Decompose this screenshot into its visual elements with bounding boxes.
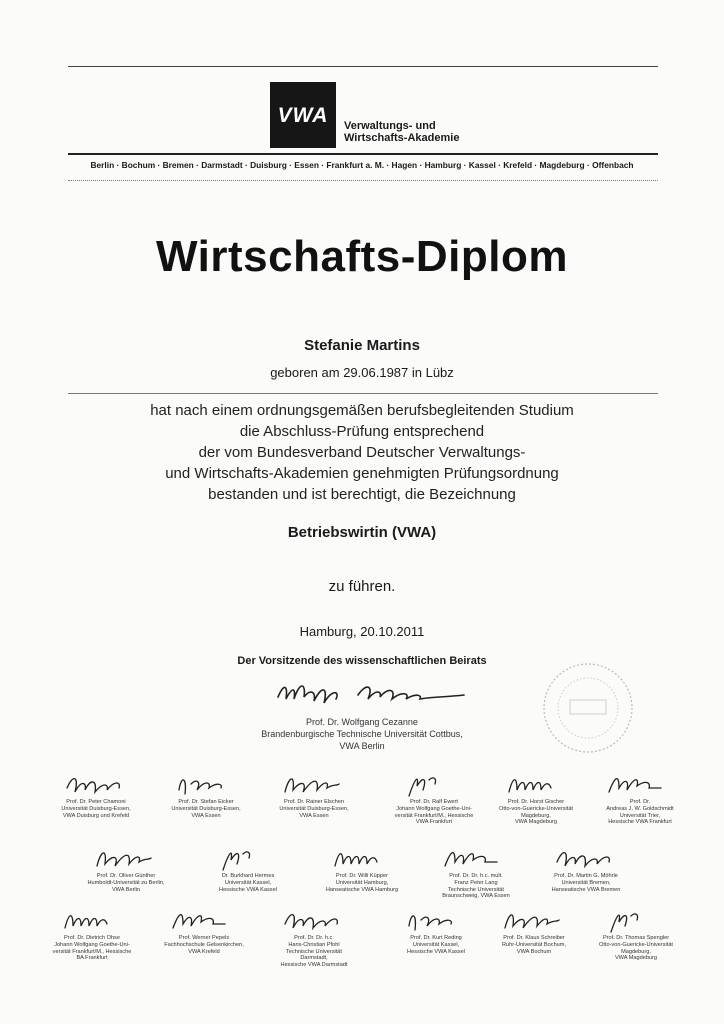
board-member: [480, 770, 592, 826]
member-signature: [551, 844, 621, 872]
member-affiliation: Hessische VWA Kassel: [219, 886, 277, 893]
member-name: Prof. Dr. Peter Chamoni: [66, 799, 126, 805]
member-info: [70, 873, 182, 893]
member-affiliation: Universität Kassel,: [412, 941, 460, 948]
member-affiliation: Hanseatische VWA Bremen: [551, 886, 621, 893]
board-member: [420, 844, 532, 900]
organization-name-line2: Wirtschafts-Akademie: [344, 132, 460, 144]
member-signature: [401, 906, 471, 934]
member-affiliation: versität Frankfurt/M., Hessische: [394, 812, 474, 819]
member-info: [258, 799, 370, 819]
member-affiliation: Technische Universität: [448, 886, 504, 893]
member-affiliation: VWA Krefeld: [188, 948, 220, 955]
member-affiliation: VWA Essen: [191, 812, 221, 819]
member-affiliation: Universität Duisburg-Essen,: [279, 805, 349, 812]
member-affiliation: VWA Magdeburg: [514, 819, 558, 826]
member-signature: [91, 844, 161, 872]
board-member: [580, 906, 692, 962]
member-signature: [601, 906, 671, 934]
member-name: Prof. Dr. Horst Gischer: [507, 799, 565, 805]
board-member: [306, 844, 418, 893]
board-member: [478, 906, 590, 955]
member-signature: [171, 770, 241, 798]
member-affiliation: Otto-von-Guericke-Universität: [499, 805, 573, 812]
member-affiliation: Universität Duisburg-Essen,: [61, 805, 131, 812]
member-info: [478, 935, 590, 955]
member-affiliation: versität Frankfurt/M., Hessische: [52, 948, 132, 955]
member-affiliation: Otto-von-Guericke-Universität: [599, 941, 673, 948]
member-affiliation: Andreas J. W. Goldschmidt: [606, 805, 674, 812]
member-affiliation: Universität Kassel,: [224, 879, 272, 886]
member-signature: [213, 844, 283, 872]
member-affiliation: Johann Wolfgang Goethe-Uni-: [396, 805, 472, 812]
official-seal: [540, 660, 636, 756]
board-member: [192, 844, 304, 893]
member-info: [378, 799, 490, 826]
body-text: [0, 400, 724, 505]
member-affiliation: VWA Essen: [299, 812, 329, 819]
chair-affiliation: Brandenburgische Technische Universität Cottbus,: [261, 729, 463, 739]
member-affiliation: Magdeburg,: [621, 948, 651, 955]
member-info: [580, 935, 692, 962]
member-affiliation: VWA Frankfurt: [415, 819, 453, 826]
member-affiliation: Hessische VWA Darmstadt: [280, 962, 348, 969]
member-signature: [169, 906, 239, 934]
member-name: Prof. Dr. Dr. h.c. mult.: [449, 873, 503, 879]
member-name: Prof. Dr.: [629, 799, 651, 805]
member-affiliation: Johann Wolfgang Goethe-Uni-: [54, 941, 130, 948]
member-affiliation: Fachhochschule Gelsenkirchen,: [164, 941, 244, 948]
member-name: Prof. Dr. Martin G. Möhrle: [554, 873, 618, 879]
member-name: Dr. Burkhard Hermes: [221, 873, 275, 879]
member-affiliation: Hans-Christian Pfohl: [288, 941, 340, 948]
board-member: [584, 770, 696, 826]
member-name: Prof. Dr. Thomas Spengler: [602, 935, 670, 941]
member-affiliation: Universität Bremen,: [561, 879, 611, 886]
chair-affiliation: VWA Berlin: [339, 741, 385, 751]
member-info: [150, 799, 262, 819]
member-affiliation: BA Frankfurt: [76, 955, 108, 962]
member-name: Prof. Dr. Dr. h.c.: [294, 935, 334, 941]
member-name: Prof. Dr. Kurt Reding: [410, 935, 462, 941]
member-name: Prof. Dr. Dietrich Ohse: [64, 935, 120, 941]
name-rule: [68, 393, 658, 394]
board-member: [530, 844, 642, 893]
board-member: [378, 770, 490, 826]
body-line: der vom Bundesverband Deutscher Verwaltungs-: [198, 444, 526, 461]
member-name: Prof. Dr. Willi Küpper: [336, 873, 388, 879]
member-affiliation: VWA Bochum: [516, 948, 552, 955]
member-affiliation: Braunschweig, VWA Essen: [442, 893, 510, 900]
chair-name: Prof. Dr. Wolfgang Cezanne: [306, 717, 418, 727]
member-affiliation: Magdeburg,: [521, 812, 551, 819]
city-rule: [68, 180, 658, 181]
member-affiliation: Humboldt-Universität zu Berlin,: [87, 879, 165, 886]
member-signature: [399, 770, 469, 798]
member-affiliation: Universität Hamburg,: [335, 879, 389, 886]
member-name: Prof. Dr. Klaus Schreiber: [503, 935, 565, 941]
board-member: [40, 770, 152, 819]
member-info: [192, 873, 304, 893]
organization-name-line1: Verwaltungs- und: [344, 120, 436, 132]
member-signature: [501, 770, 571, 798]
top-rule: [68, 66, 658, 67]
member-affiliation: VWA Magdeburg: [614, 955, 658, 962]
birth-line: geboren am 29.06.1987 in Lübz: [270, 365, 454, 380]
member-signature: [499, 906, 569, 934]
member-signature: [61, 770, 131, 798]
city-list: Berlin · Bochum · Bremen · Darmstadt · Duisburg · Essen · Frankfurt a. M. · Hagen · Hamburg · Kassel · Krefeld · Magdeburg · Offenbach: [90, 160, 634, 170]
body-line: die Abschluss-Prüfung entsprechend: [239, 423, 485, 440]
organization-name: [344, 120, 504, 144]
member-name: Prof. Dr. Stefan Eicker: [178, 799, 234, 805]
member-info: [480, 799, 592, 826]
board-member: [36, 906, 148, 962]
board-member: [148, 906, 260, 955]
board-member: [380, 906, 492, 955]
closing-text: zu führen.: [328, 578, 396, 595]
board-member: [70, 844, 182, 893]
member-name: Prof. Dr. Rainer Elschen: [283, 799, 344, 805]
board-member: [258, 906, 370, 969]
member-affiliation: VWA Duisburg und Krefeld: [62, 812, 130, 819]
member-affiliation: Hessische VWA Kassel: [407, 948, 465, 955]
member-affiliation: VWA Berlin: [111, 886, 141, 893]
member-signature: [327, 844, 397, 872]
header-rule: [68, 153, 658, 155]
member-affiliation: Ruhr-Universität Bochum,: [501, 941, 567, 948]
member-affiliation: Franz Peter Lang: [454, 879, 498, 886]
member-info: [306, 873, 418, 893]
member-info: [258, 935, 370, 969]
chair-heading: Der Vorsitzende des wissenschaftlichen Beirats: [237, 655, 487, 667]
member-info: [584, 799, 696, 826]
student-name: Stefanie Martins: [304, 337, 420, 354]
member-signature: [605, 770, 675, 798]
member-signature: [57, 906, 127, 934]
member-affiliation: Universität Trier,: [619, 812, 661, 819]
member-name: Prof. Dr. Oliver Günther: [96, 873, 156, 879]
member-signature: [279, 770, 349, 798]
member-info: [148, 935, 260, 955]
member-affiliation: Hessische VWA Frankfurt: [608, 819, 672, 826]
board-member: [150, 770, 262, 819]
member-affiliation: Universität Duisburg-Essen,: [171, 805, 241, 812]
member-signature: [279, 906, 349, 934]
member-affiliation: Hanseatische VWA Hamburg: [325, 886, 399, 893]
chair-signature: [270, 675, 470, 709]
diploma-title: Wirtschafts-Diplom: [156, 232, 568, 281]
member-name: Prof. Werner Pepels: [178, 935, 230, 941]
member-name: Prof. Dr. Ralf Ewert: [410, 799, 458, 805]
body-line: und Wirtschafts-Akademien genehmigten Prüfungsordnung: [165, 465, 559, 482]
member-info: [40, 799, 152, 819]
member-info: [530, 873, 642, 893]
body-line: hat nach einem ordnungsgemäßen berufsbegleitenden Studium: [150, 402, 574, 419]
vwa-logo: VWA: [270, 82, 336, 148]
place-date: Hamburg, 20.10.2011: [299, 624, 425, 639]
member-info: [420, 873, 532, 900]
member-info: [36, 935, 148, 962]
member-info: [380, 935, 492, 955]
board-member: [258, 770, 370, 819]
member-affiliation: Technische Universität: [286, 948, 342, 955]
member-signature: [441, 844, 511, 872]
degree-title: Betriebswirtin (VWA): [287, 524, 437, 541]
body-line: bestanden und ist berechtigt, die Bezeichnung: [208, 486, 516, 503]
member-affiliation: Darmstadt,: [300, 955, 328, 962]
